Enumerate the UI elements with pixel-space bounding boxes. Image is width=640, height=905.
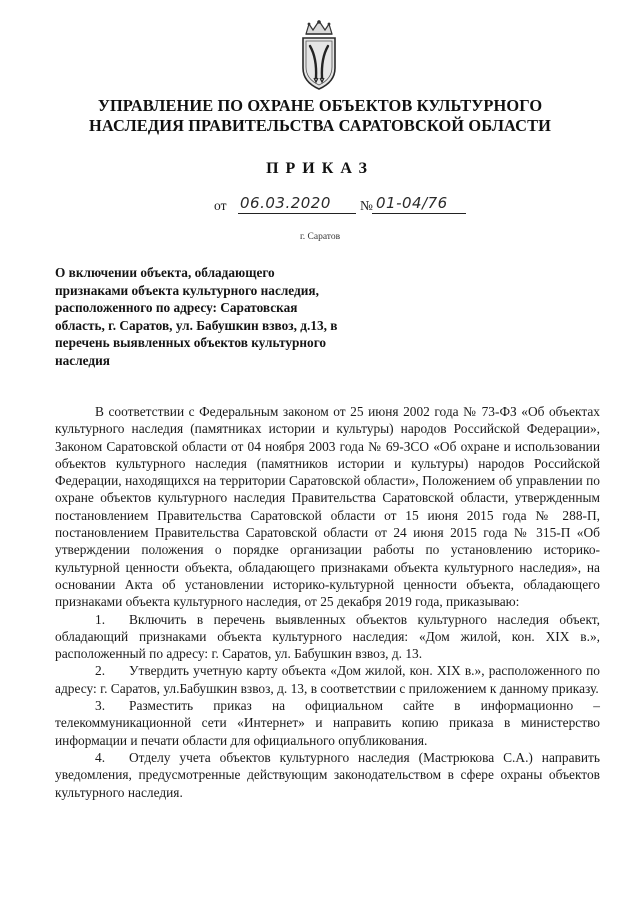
- order-subject: О включении объекта, обладающего признаками объекта культурного наследия, расположенного по адресу: Саратовская область, г. Саратов, ул. Бабушкин взвоз, д.13, в перечень выявленных объектов культурного наследия: [55, 265, 338, 368]
- organization-line-1: УПРАВЛЕНИЕ ПО ОХРАНЕ ОБЪЕКТОВ КУЛЬТУРНОГО: [97, 96, 543, 115]
- date-label: от: [214, 198, 227, 213]
- date-number-line: [214, 194, 474, 218]
- document-title: ПРИКАЗ: [266, 160, 374, 177]
- item-text: Утвердить учетную карту объекта «Дом жилой, кон. XIX в.», расположенного по адресу: г. Саратов, ул.Бабушкин взвоз, д. 13, в соответствии с приложением к данному приказу.: [55, 663, 600, 696]
- item-number: 2.: [95, 663, 106, 679]
- item-text: Включить в перечень выявленных объектов культурного наследия объект, обладающий признаками объекта культурного наследия: «Дом жилой, кон. XIX в.», расположенный по адресу: г. Саратов, ул. Бабушкин взвоз, д. 13.: [55, 611, 600, 662]
- order-item: [55, 697, 600, 749]
- organization-header: [0, 96, 640, 136]
- item-number: 4.: [95, 749, 106, 765]
- organization-line-2: НАСЛЕДИЯ ПРАВИТЕЛЬСТВА САРАТОВСКОЙ ОБЛАСТИ: [89, 116, 551, 135]
- city-name: г. Саратов: [299, 232, 341, 242]
- order-item: [55, 662, 600, 697]
- date-value: 06.03.2020: [240, 194, 331, 212]
- preamble-paragraph: В соответствии с Федеральным законом от 25 июня 2002 года № 73-ФЗ «Об объектах культурного наследия (памятниках истории и культуры) народов Российской Федерации», Законом Саратовской области от 04 ноября 2003 года № 69-ЗСО «Об охране и использовании объектов культурного наследия (памятников истории и культуры) народов Российской Федерации, находящихся на территории Саратовской области», Положением об управлении по охране объектов культурного наследия Правительства Саратовской области, утвержденным постановлением Правительства Саратовской области от 15 июня 2015 года № 288-П, постановлением Правительства Саратовской области от 24 июня 2015 года № 315-П «Об утверждении положения о порядке организации работы по установлению историко-культурной ценности объекта, обладающего признаками объекта культурного наследия», на основании Акта об установлении историко-культурной ценности объекта, обладающего признаками объекта культурного наследия, от 25 декабря 2019 года, приказываю:: [55, 404, 600, 610]
- order-item: [55, 749, 600, 801]
- item-number: 1.: [95, 611, 106, 627]
- saratov-coat-of-arms-icon: [296, 18, 342, 92]
- number-value: 01-04/76: [376, 194, 448, 212]
- number-label: №: [360, 198, 373, 213]
- number-underline: [372, 213, 466, 214]
- order-item: [55, 611, 600, 663]
- order-body: [55, 403, 600, 801]
- item-number: 3.: [95, 698, 106, 714]
- item-text: Отделу учета объектов культурного наследия (Мастрюкова С.А.) направить уведомления, предусмотренные действующим законодательством в сфере охраны объектов культурного наследия.: [55, 749, 600, 800]
- item-text: Разместить приказ на официальном сайте в информационно – телекоммуникационной сети «Интернет» и направить копию приказа в министерство информации и печати области для официального опубликования.: [55, 698, 600, 748]
- date-underline: [238, 213, 356, 214]
